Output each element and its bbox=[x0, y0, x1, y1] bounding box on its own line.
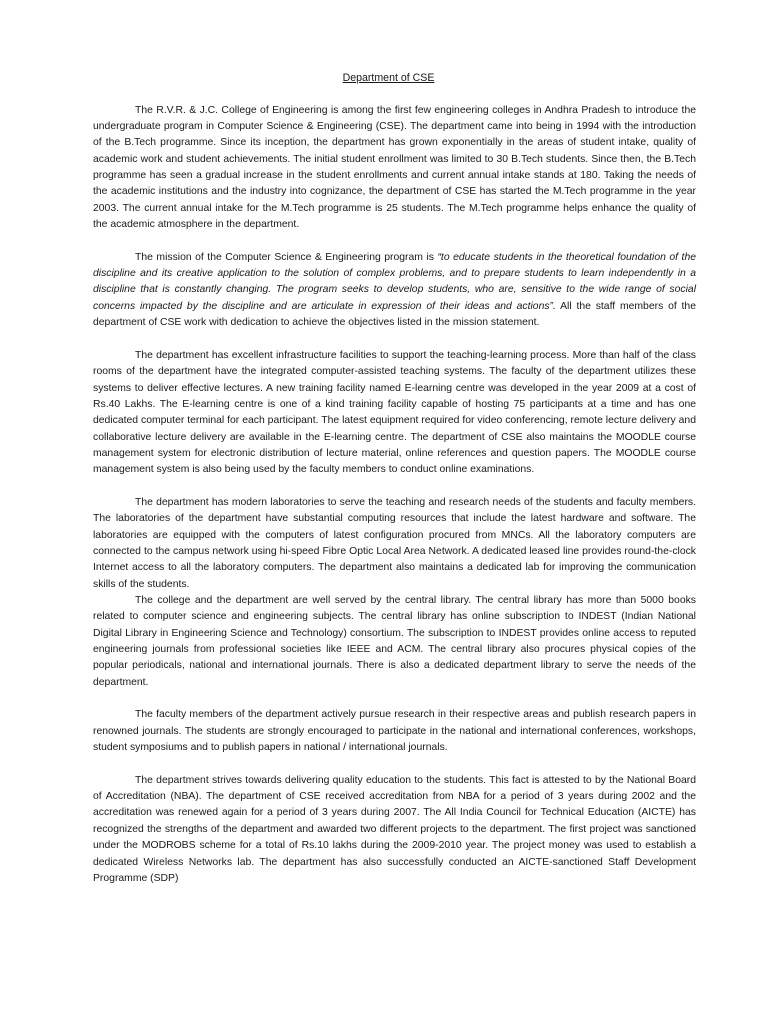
paragraph-laboratories: The department has modern laboratories to serve the teaching and research needs of the students and faculty members. The laboratories of the department have substantial computing resources that include the latest hardware and software. The laboratories are equipped with the computers of latest configuration procured from MNCs. All the laboratory computers are connected to the campus network using hi-speed Fibre Optic Local Area Network. A dedicated leased line provides round-the-clock Internet access to all the laboratory computers. The department also maintains a dedicated lab for improving the communication skills of the students. bbox=[93, 496, 696, 590]
mission-statement-quote: “to educate students in the theoretical foundation of the discipline and its creative application to the solution of complex problems, and to prepare students to learn independently in a discipline that is constantly changing. The program seeks to develop students, who are, sensitive to the wide range of social concerns impacted by the discipline and are articulate in expression of their ideas and actions”. bbox=[93, 251, 697, 312]
mission-closing-text: All the staff members of the department of CSE work with dedication to achieve the objectives listed in the mission statement. bbox=[93, 300, 696, 329]
paragraph-accreditation: The department strives towards delivering quality education to the students. This fact is attested to by the National Board of Accreditation (NBA). The department of CSE received accreditation from NBA for a period of 3 years during 2002 and the accreditation was renewed again for a period of 3 years during 2007. The All India Council for Technical Education (AICTE) has recognized the strengths of the department and awarded two different projects to the department. The first project was sanctioned under the MODROBS scheme for a total of Rs.10 lakhs during the 2009-2010 year. The project money was used to establish a dedicated Wireless Networks lab. The department has also successfully conducted an AICTE-sanctioned Staff Development Programme (SDP) bbox=[93, 774, 696, 884]
paragraph-mission bbox=[93, 250, 696, 332]
paragraph-library: The college and the department are well served by the central library. The central library has more than 5000 books related to computer science and engineering subjects. The central library has online subscription to INDEST (Indian National Digital Library in Engineering Science and Technology) consortium. The subscription to INDEST provides online access to reputed engineering journals from professional societies like IEEE and ACM. The central library also procures physical copies of the popular periodicals, national and international journals. There is also a dedicated department library to serve the needs of the department. bbox=[93, 595, 696, 688]
paragraph-infrastructure: The department has excellent infrastructure facilities to support the teaching-learning process. More than half of the class rooms of the department have the integrated computer-assisted teaching systems. The faculty of the department utilizes these systems to deliver effective lectures. A new training facility named E-learning centre was developed in the year 2009 at a cost of Rs.40 Lakhs. The E-learning centre is one of a kind training facility capable of hosting 75 participants at a time and has one dedicated computer terminal for each participant. The latest equipment required for video conferencing, remote lecture delivery and collaborative lecture delivery are available in the E-learning centre. The department of CSE also maintains the MOODLE course management system for electronic distribution of lecture material, online references and question papers. The MOODLE course management system is also being used by the faculty members to conduct online examinations. bbox=[93, 349, 696, 476]
document-page bbox=[93, 70, 696, 887]
mission-lead-text: The mission of the Computer Science & Engineering program is bbox=[135, 251, 438, 263]
page-title: Department of CSE bbox=[342, 72, 435, 84]
paragraph-intro: The R.V.R. & J.C. College of Engineering is among the first few engineering colleges in Andhra Pradesh to introduce the undergraduate program in Computer Science & Engineering (CSE). The department came into being in 1994 with the introduction of the B.Tech programme. Since its inception, the department has grown exponentially in the areas of student intake, quality of academic work and student achievements. The initial student enrollment was limited to 30 B.Tech students. Since then, the B.Tech programme has seen a gradual increase in the student enrollments and current annual intake stands at 180. Taking the needs of the academic institutions and the industry into cognizance, the department of CSE has started the M.Tech programme in the year 2003. The current annual intake for the M.Tech programme is 25 students. The M.Tech programme helps enhance the quality of the academic atmosphere in the department. bbox=[93, 104, 696, 231]
paragraph-research: The faculty members of the department actively pursue research in their respective areas and publish research papers in renowned journals. The students are strongly encouraged to participate in the national and international conferences, workshops, student symposiums and to publish papers in national / international journals. bbox=[93, 709, 696, 754]
